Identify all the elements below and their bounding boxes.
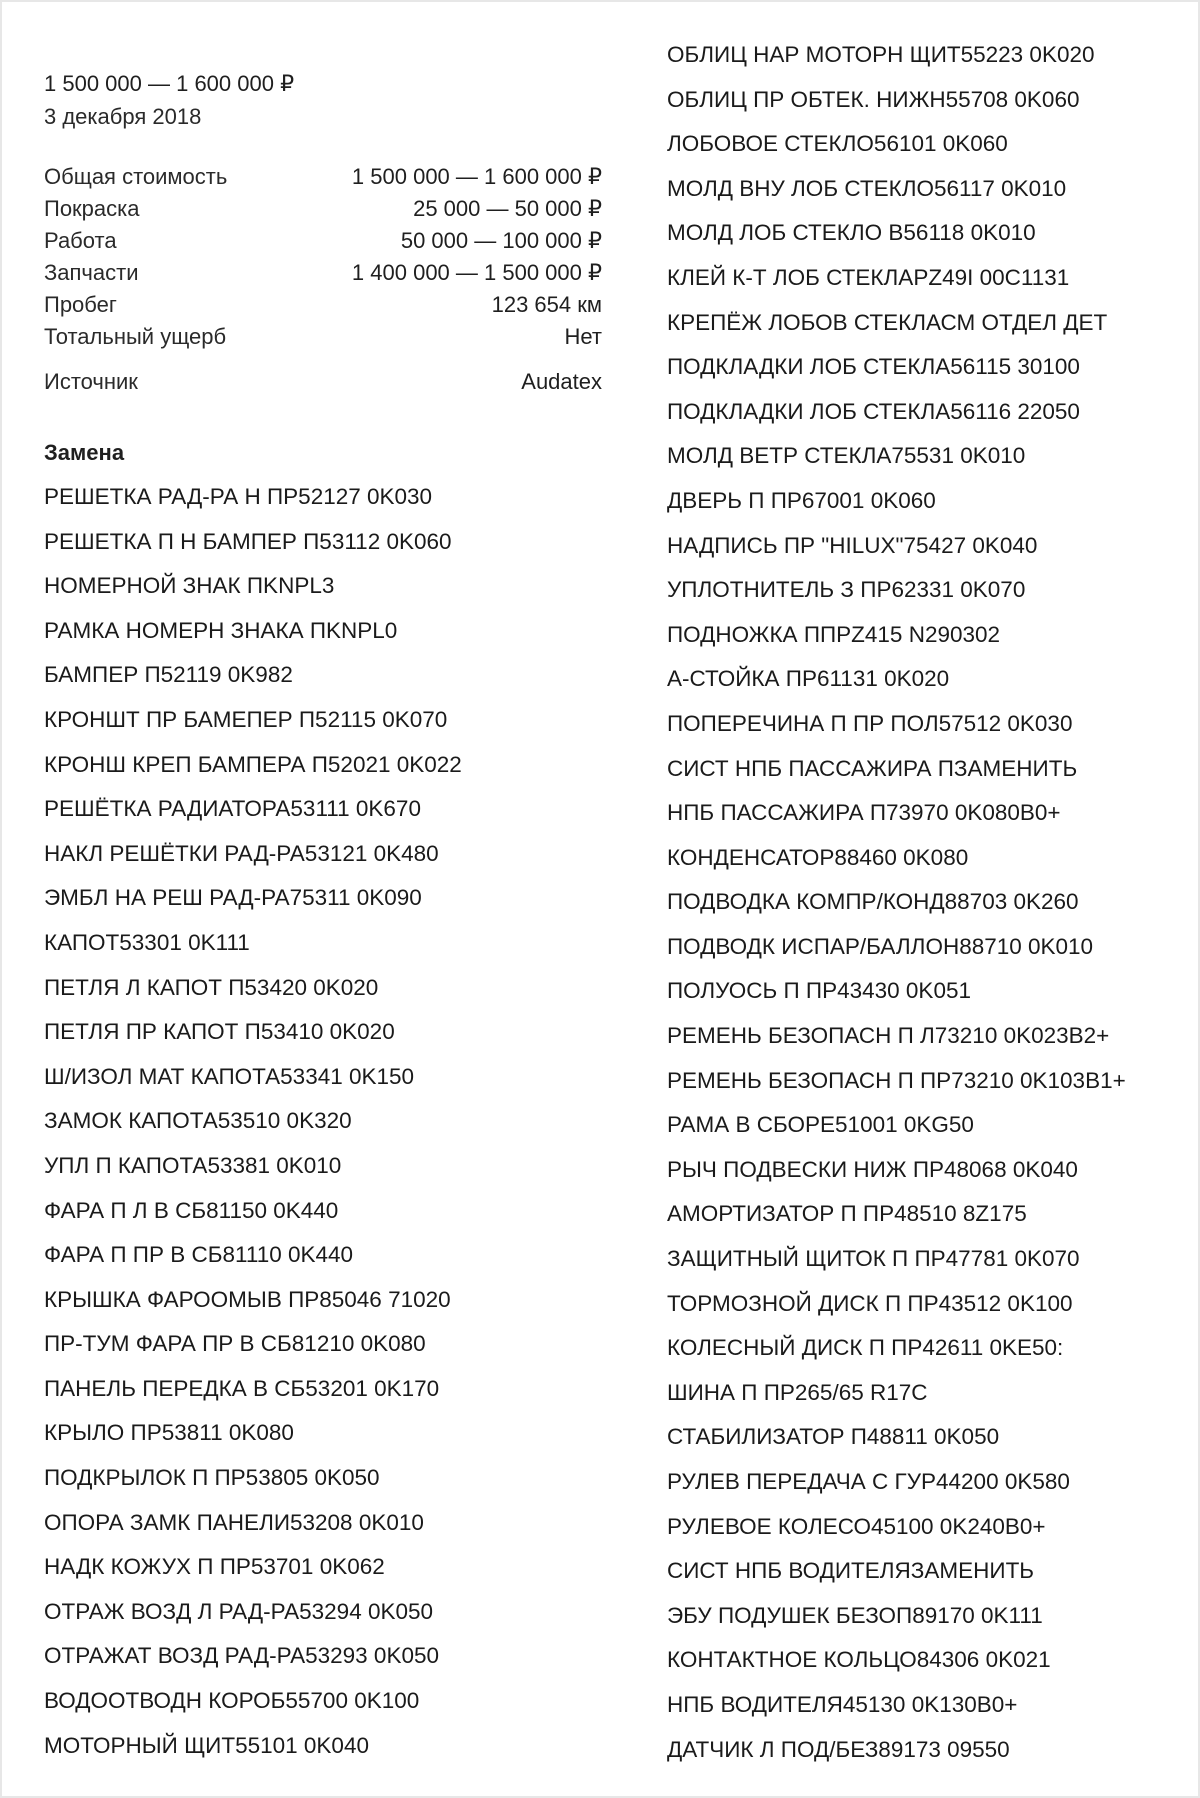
replacement-part: БАМПЕР П52119 0K982 [44, 662, 293, 688]
replacement-part: НОМЕРНОЙ ЗНАК ПKNPL3 [44, 573, 335, 599]
summary-row-parts [44, 257, 602, 289]
replacement-heading: Замена [44, 440, 125, 465]
summary-label: Пробег [44, 292, 117, 317]
replacement-part: ОТРАЖАТ ВОЗД РАД-РА53293 0K050 [44, 1643, 439, 1669]
price-range: 1 500 000 — 1 600 000 ₽ [44, 71, 295, 96]
summary-value: 25 000 — 50 000 ₽ [413, 196, 602, 221]
replacement-part: КОНТАКТНОЕ КОЛЬЦО84306 0K021 [667, 1647, 1051, 1673]
summary-label: Запчасти [44, 260, 139, 285]
summary-value: 50 000 — 100 000 ₽ [400, 228, 602, 253]
replacement-part: НАДПИСЬ ПР "HILUX"75427 0K040 [667, 532, 1038, 558]
summary-value: 123 654 км [491, 292, 602, 317]
source-label: Источник [44, 369, 138, 394]
replacement-part: РУЛЕВОЕ КОЛЕСО45100 0K240B0+ [667, 1513, 1046, 1539]
replacement-part: СИСТ НПБ ВОДИТЕЛЯЗАМЕНИТЬ [667, 1558, 1035, 1584]
replacement-part: ЭМБЛ НА РЕШ РАД-РА75311 0K090 [44, 885, 422, 911]
report-sheet [2, 2, 1198, 1796]
summary-label: Общая стоимость [44, 164, 228, 189]
replacement-part: МОЛД ЛОБ СТЕКЛО В56118 0K010 [667, 220, 1036, 246]
replacement-part: РУЛЕВ ПЕРЕДАЧА С ГУР44200 0K580 [667, 1469, 1070, 1494]
replacement-part: КЛЕЙ К-Т ЛОБ СТЕКЛАРZ49I 00C1131 [667, 264, 1070, 290]
summary-row-source [44, 366, 602, 398]
replacement-part: ПОЛУОСЬ П ПР43430 0K051 [667, 978, 971, 1004]
replacement-part: КАПОТ53301 0K111 [44, 929, 250, 955]
replacement-part: ПОДНОЖКА ППРZ415 N290302 [667, 621, 1001, 647]
replacement-part: ПОДВОДКА КОМПР/КОНД88703 0K260 [667, 889, 1079, 915]
replacement-part: КОЛЕСНЫЙ ДИСК П ПР42611 0KE50: [667, 1335, 1064, 1361]
replacement-part: РЕШЕТКА РАД-РА Н ПР52127 0K030 [44, 484, 433, 509]
replacement-part: ФАРА П Л В СБ81150 0K440 [44, 1197, 339, 1223]
replacement-part: СИСТ НПБ ПАССАЖИРА ПЗАМЕНИТЬ [667, 755, 1078, 781]
replacement-part: МОЛД ВЕТР СТЕКЛА75531 0K010 [667, 443, 1026, 469]
replacement-part: ДВЕРЬ П ПР67001 0K060 [667, 487, 936, 513]
source-value: Audatex [521, 369, 602, 394]
replacement-part: ПР-ТУМ ФАРА ПР В СБ81210 0K080 [44, 1331, 426, 1357]
replacement-part: ТОРМОЗНОЙ ДИСК П ПР43512 0K100 [667, 1290, 1073, 1316]
replacement-part: РЕМЕНЬ БЕЗОПАСН П ПР73210 0K103B1+ [667, 1067, 1126, 1093]
replacement-part: УПЛОТНИТЕЛЬ З ПР62331 0K070 [667, 577, 1026, 603]
replacement-part: ОТРАЖ ВОЗД Л РАД-РА53294 0K050 [44, 1598, 434, 1624]
replacement-part: МОЛД ВНУ ЛОБ СТЕКЛО56117 0K010 [667, 175, 1067, 201]
replacement-part: ШИНА П ПР265/65 R17C [667, 1379, 928, 1405]
replacement-part: ПАНЕЛЬ ПЕРЕДКА В СБ53201 0K170 [44, 1375, 440, 1401]
replacement-part: НАКЛ РЕШЁТКИ РАД-РА53121 0K480 [44, 840, 439, 866]
replacement-part: ЛОБОВОЕ СТЕКЛО56101 0K060 [667, 131, 1008, 157]
replacement-part: ПЕТЛЯ Л КАПОТ П53420 0K020 [44, 974, 379, 1000]
replacement-part: КОНДЕНСАТОР88460 0K080 [667, 844, 969, 870]
replacement-part: Ш/ИЗОЛ МАТ КАПОТА53341 0K150 [44, 1063, 415, 1089]
replacement-part: НАДК КОЖУХ П ПР53701 0K062 [44, 1554, 385, 1580]
right-column [667, 33, 1187, 1772]
replacement-part: КРОНШ КРЕП БАМПЕРА П52021 0K022 [44, 751, 462, 777]
replacement-list-left [44, 475, 602, 1768]
summary-label: Тотальный ущерб [44, 324, 227, 349]
replacement-part: ОБЛИЦ НАР МОТОРН ЩИТ55223 0K020 [667, 42, 1095, 67]
replacement-part: АМОРТИЗАТОР П ПР48510 8Z175 [667, 1201, 1027, 1227]
summary-row-mileage [44, 289, 602, 321]
replacement-part: КРЫЛО ПР53811 0K080 [44, 1420, 294, 1446]
replacement-part: А-СТОЙКА ПР61131 0K020 [667, 666, 950, 692]
left-column [44, 65, 602, 1768]
replacement-part: РАМКА НОМЕРН ЗНАКА ПKNPL0 [44, 617, 398, 643]
replacement-part: МОТОРНЫЙ ЩИТ55101 0K040 [44, 1732, 369, 1758]
replacement-part: РАМА В СБОРЕ51001 0KG50 [667, 1112, 974, 1138]
summary-label: Работа [44, 228, 117, 253]
replacement-part: ЭБУ ПОДУШЕК БЕЗОП89170 0K111 [667, 1602, 1043, 1628]
summary-value: Нет [564, 324, 602, 349]
replacement-part: ПОПЕРЕЧИНА П ПР ПОЛ57512 0K030 [667, 710, 1073, 736]
replacement-part: РЕШЁТКА РАДИАТОРА53111 0K670 [44, 796, 421, 822]
replacement-part: КРЫШКА ФАРООМЫВ ПР85046 71020 [44, 1286, 451, 1312]
replacement-part: НПБ ПАССАЖИРА П73970 0K080B0+ [667, 800, 1061, 826]
replacement-part: УПЛ П КАПОТА53381 0K010 [44, 1152, 342, 1178]
replacement-part: НПБ ВОДИТЕЛЯ45130 0K130B0+ [667, 1691, 1018, 1717]
replacement-part: ОБЛИЦ ПР ОБТЕК. НИЖН55708 0K060 [667, 86, 1080, 112]
replacement-part: ПОДВОДК ИСПАР/БАЛЛОН88710 0K010 [667, 933, 1094, 959]
summary-value: 1 400 000 — 1 500 000 ₽ [351, 260, 602, 285]
replacement-part: РЫЧ ПОДВЕСКИ НИЖ ПР48068 0K040 [667, 1156, 1078, 1182]
replacement-part: ПОДКЛАДКИ ЛОБ СТЕКЛА56115 30100 [667, 354, 1080, 380]
replacement-part: РЕМЕНЬ БЕЗОПАСН П Л73210 0K023B2+ [667, 1023, 1110, 1049]
summary-row-total [44, 161, 602, 193]
replacement-part: ЗАЩИТНЫЙ ЩИТОК П ПР47781 0K070 [667, 1246, 1080, 1272]
replacement-part: ЗАМОК КАПОТА53510 0K320 [44, 1108, 352, 1134]
replacement-part: ПОДКЛАДКИ ЛОБ СТЕКЛА56116 22050 [667, 398, 1080, 424]
summary-row-paint [44, 193, 602, 225]
summary-row-labor [44, 225, 602, 257]
replacement-part: ОПОРА ЗАМК ПАНЕЛИ53208 0K010 [44, 1509, 424, 1535]
replacement-list-right [667, 33, 1187, 1772]
summary-row-total-loss [44, 321, 602, 353]
replacement-part: КРЕПЁЖ ЛОБОВ СТЕКЛАСМ ОТДЕЛ ДЕТ [667, 309, 1108, 335]
replacement-part: ПОДКРЫЛОК П ПР53805 0K050 [44, 1465, 380, 1491]
replacement-part: СТАБИЛИЗАТОР П48811 0K050 [667, 1424, 1000, 1450]
replacement-part: РЕШЕТКА П Н БАМПЕР П53112 0K060 [44, 528, 452, 554]
replacement-part: КРОНШТ ПР БАМЕПЕР П52115 0K070 [44, 706, 448, 732]
replacement-part: ФАРА П ПР В СБ81110 0K440 [44, 1242, 354, 1268]
report-date: 3 декабря 2018 [44, 104, 202, 129]
summary-label: Покраска [44, 196, 140, 221]
replacement-part: ВОДООТВОДН КОРОБ55700 0K100 [44, 1688, 420, 1714]
replacement-part: ПЕТЛЯ ПР КАПОТ П53410 0K020 [44, 1019, 395, 1045]
summary-value: 1 500 000 — 1 600 000 ₽ [351, 164, 602, 189]
replacement-part: ДАТЧИК Л ПОД/БЕЗ89173 09550 [667, 1736, 1010, 1762]
summary-table [44, 161, 602, 398]
